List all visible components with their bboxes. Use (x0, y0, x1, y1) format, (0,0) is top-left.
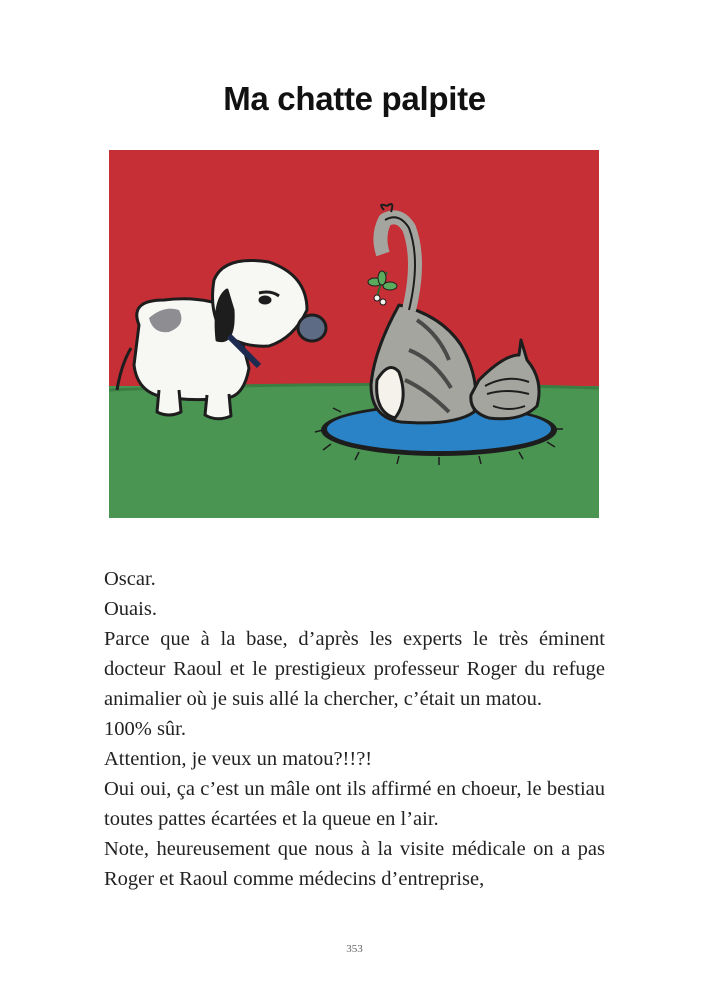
paragraph: Attention, je veux un matou?!!?! (104, 748, 373, 770)
cartoon-illustration (109, 150, 599, 518)
paragraph: 100% sûr. (104, 718, 186, 740)
paragraph: Oui oui, ça c’est un mâle ont ils affirmé en choeur, le bestiau toutes pattes écartées et la queue en l’air. (104, 778, 605, 830)
paragraph: Parce que à la base, d’après les experts le très éminent docteur Raoul et le prestigieux professeur Roger du refuge animalier où je suis allé la chercher, c’était un matou. (104, 628, 605, 710)
page-title: Ma chatte palpite (223, 80, 486, 117)
paragraph: Oscar. (104, 568, 156, 590)
paragraph: Note, heureusement que nous à la visite médicale on a pas Roger et Raoul comme médecins d’entreprise, (104, 838, 605, 890)
paragraph: Ouais. (104, 598, 157, 620)
page-number: 353 (346, 943, 363, 955)
body-text (104, 564, 605, 894)
